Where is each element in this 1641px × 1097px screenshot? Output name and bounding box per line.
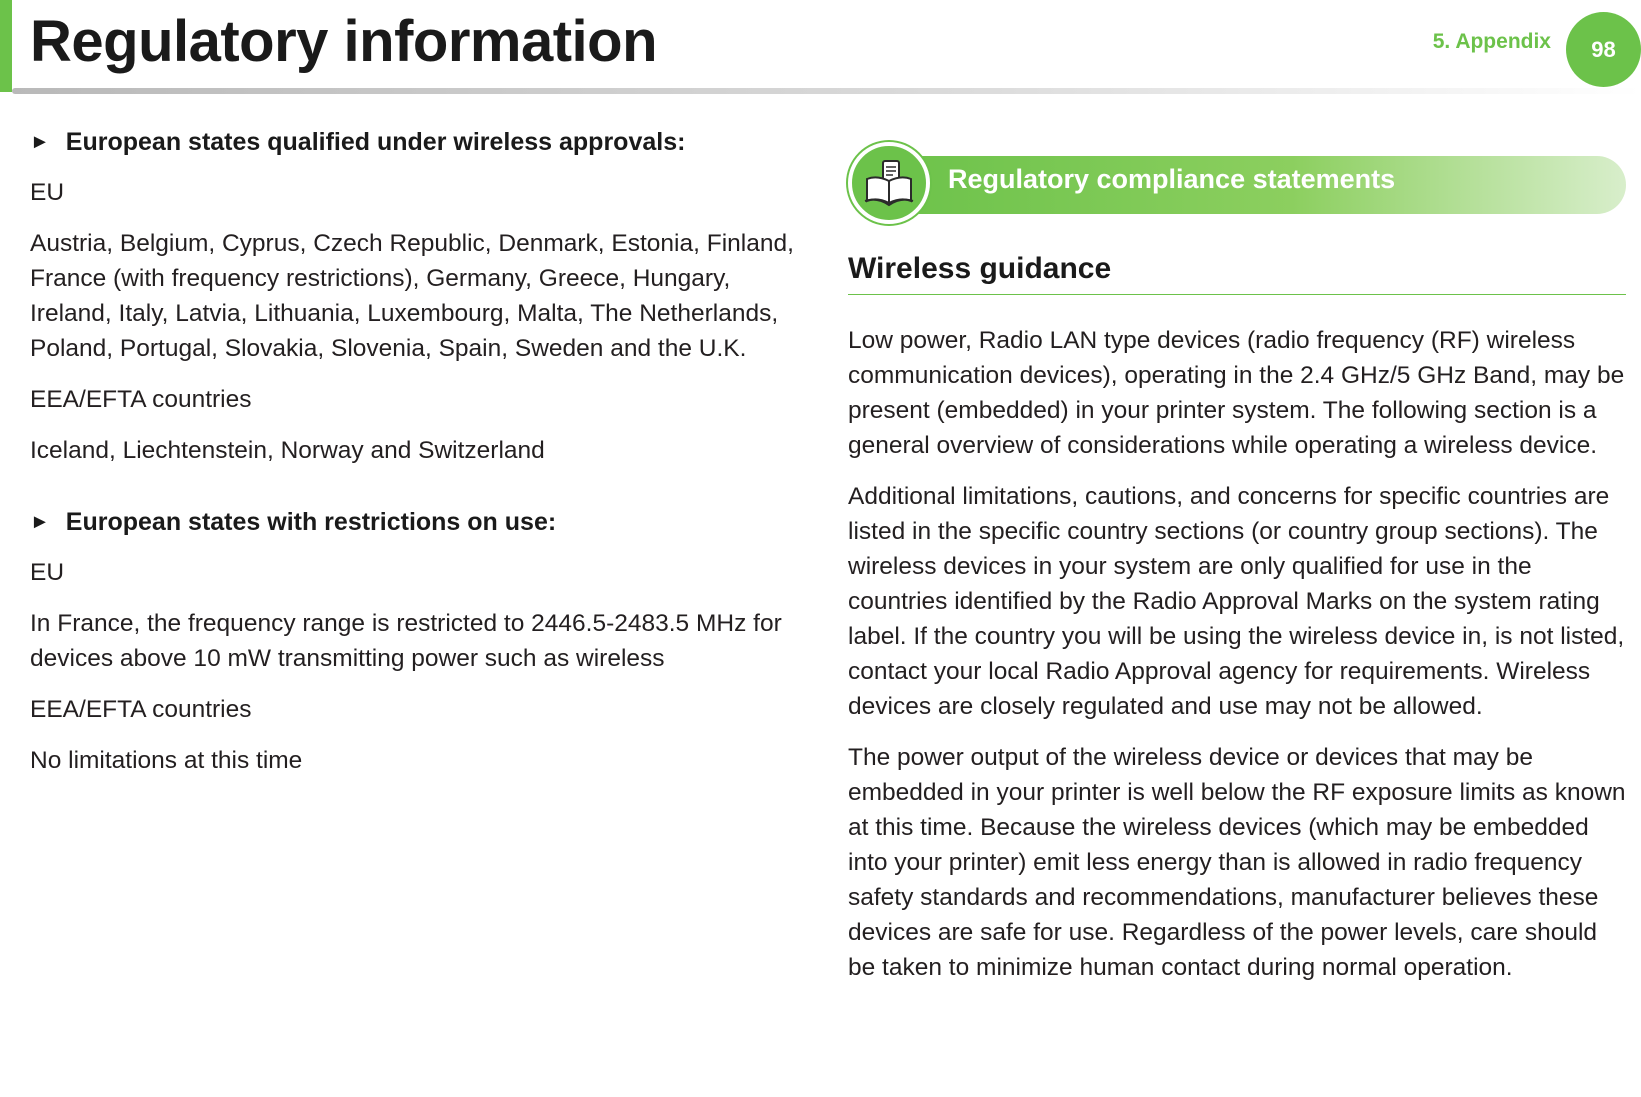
eu-restriction-text: In France, the frequency range is restricted to 2446.5-2483.5 MHz for devices above 10 mW transmitting power such as wireless [30,610,782,672]
book-icon [848,142,930,224]
page-number-badge: 98 [1566,12,1641,87]
group-label-eea-efta: EEA/EFTA countries [30,696,252,723]
section-label: 5. Appendix [1432,30,1551,53]
subsection-heading-restrictions [30,508,810,537]
page-title: Regulatory information [30,9,658,74]
eea-efta-restriction-text: No limitations at this time [30,747,303,774]
arrow-right-icon: ► [30,131,50,153]
group-label-eu: EU [30,559,65,586]
right-column [848,140,1626,1001]
subsection-heading-text: European states qualified under wireless approvals: [65,128,686,156]
banner-title: Regulatory compliance statements [948,164,1396,194]
subsection-heading-text: European states with restrictions on use: [65,508,557,536]
header-divider [12,88,1641,94]
left-column [30,128,810,794]
eu-countries-text: Austria, Belgium, Cyprus, Czech Republic, Denmark, Estonia, Finland, France (with frequency restrictions), Germany, Greece, Hungary, Ireland, Italy, Latvia, Lithuania, Luxembourg, Malta, The Netherlands, Poland, Portugal, Slovakia, Slovenia, Spain, Sweden and the U.K. [30,230,794,362]
eea-efta-countries-text: Iceland, Liechtenstein, Norway and Switzerland [30,437,545,464]
group-label-eu: EU [30,179,65,206]
guidance-paragraph-1: Low power, Radio LAN type devices (radio frequency (RF) wireless communication devices), operating in the 2.4 GHz/5 GHz Band, may be present (embedded) in your printer system. The following section is a general overview of considerations while operating a wireless device. [848,327,1625,459]
header-accent-bar [0,0,12,92]
guidance-paragraph-3: The power output of the wireless device or devices that may be embedded in your printer is well below the RF exposure limits as known at this time. Because the wireless devices (which may be embedded into your printer) emit less energy than is allowed in radio frequency safety standards and recommendations, manufacturer believes these devices are safe for use. Regardless of the power levels, care should be taken to minimize human contact during normal operation. [848,744,1626,981]
guidance-paragraph-2: Additional limitations, cautions, and concerns for specific countries are listed in the specific country sections (or country group sections). The wireless devices in your system are only qualified for use in the countries identified by the Radio Approval Marks on the system rating label. If the country you will be using the wireless device in, is not listed, contact your local Radio Approval agency for requirements. Wireless devices are closely regulated and use may not be allowed. [848,483,1625,720]
group-label-eea-efta: EEA/EFTA countries [30,386,252,413]
wireless-guidance-heading: Wireless guidance [848,252,1626,295]
section-banner [848,140,1626,226]
arrow-right-icon: ► [30,511,50,533]
subsection-heading-wireless-approvals [30,128,810,157]
